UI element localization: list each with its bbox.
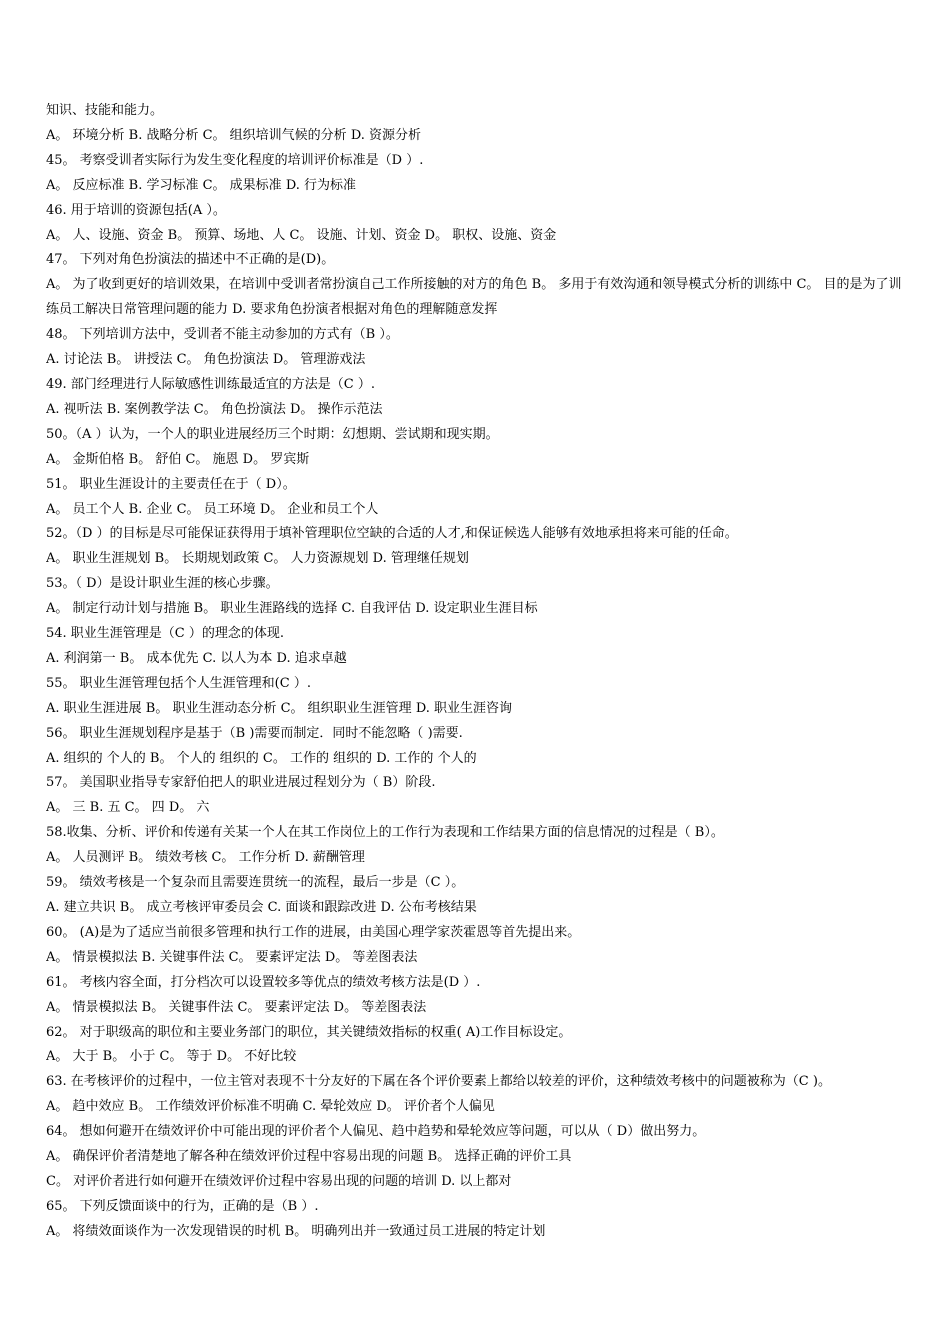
answer-options-60: A。 情景模拟法 B. 关键事件法 C。 要素评定法 D。 等差图表法 <box>46 949 418 965</box>
question-57: 57。 美国职业指导专家舒伯把人的职业进展过程划分为（ B）阶段. <box>46 775 436 791</box>
answer-options-54: A. 利润第一 B。 成本优先 C. 以人为本 D. 追求卓越 <box>46 650 347 666</box>
question-51: 51。 职业生涯设计的主要责任在于（ D）。 <box>46 476 296 492</box>
question-52: 52。（D ）的目标是尽可能保证获得用于填补管理职位空缺的合适的人才,和保证候选人能够有效地承担将来可能的任命。 <box>46 526 738 542</box>
answer-options-52: A。 职业生涯规划 B。 长期规划政策 C。 人力资源规划 D. 管理继任规划 <box>46 551 469 567</box>
answer-options-46: A。 人、设施、资金 B。 预算、场地、人 C。 设施、计划、资金 D。 职权、设施、资金 <box>46 227 557 243</box>
text-line: 知识、技能和能力。 <box>46 103 164 118</box>
question-58: 58.收集、分析、评价和传递有关某一个人在其工作岗位上的工作行为表现和工作结果方面的信息情况的过程是（ B）。 <box>46 825 724 841</box>
answer-options-48: A. 讨论法 B。 讲授法 C。 角色扮演法 D。 管理游戏法 <box>46 352 366 368</box>
question-53: 53。（ D）是设计职业生涯的核心步骤。 <box>46 576 279 592</box>
question-64: 64。 想如何避开在绩效评价中可能出现的评价者个人偏见、趋中趋势和晕轮效应等问题，可以从（ D）做出努力。 <box>46 1124 706 1140</box>
answer-options-62: A。 大于 B。 小于 C。 等于 D。 不好比较 <box>46 1049 297 1065</box>
question-50: 50。（A ）认为，一个人的职业进展经历三个时期：幻想期、尝试期和现实期。 <box>46 426 499 442</box>
question-65: 65。 下列反馈面谈中的行为，正确的是（B ）. <box>46 1198 319 1214</box>
answer-options-50: A。 金斯伯格 B。 舒伯 C。 施恩 D。 罗宾斯 <box>46 451 310 467</box>
answer-options-59: A. 建立共识 B。 成立考核评审委员会 C. 面谈和跟踪改进 D. 公布考核结果 <box>46 900 477 915</box>
question-62: 62。 对于职级高的职位和主要业务部门的职位，其关键绩效指标的权重( A)工作目标设定。 <box>46 1024 572 1040</box>
answer-options-53: A。 制定行动计划与措施 B。 职业生涯路线的选择 C. 自我评估 D. 设定职业生涯目标 <box>46 601 538 617</box>
question-59: 59。 绩效考核是一个复杂而且需要连贯统一的流程，最后一步是（C ）。 <box>46 875 465 891</box>
question-63: 63. 在考核评价的过程中，一位主管对表现不十分友好的下属在各个评价要素上都给以较差的评价，这种绩效考核中的问题被称为（C )。 <box>46 1074 831 1090</box>
answer-options-line: A。 环境分析 B. 战略分析 C。 组织培训气候的分析 D. 资源分析 <box>46 127 422 143</box>
question-48: 48。 下列培训方法中，受训者不能主动参加的方式有（B ）。 <box>46 327 399 343</box>
answer-options-55: A. 职业生涯进展 B。 职业生涯动态分析 C。 组织职业生涯管理 D. 职业生涯咨询 <box>46 700 513 716</box>
question-61: 61。 考核内容全面，打分档次可以设置较多等优点的绩效考核方法是(D ）. <box>46 974 481 990</box>
answer-options-57: A。 三 B. 五 C。 四 D。 六 <box>46 800 210 816</box>
question-60: 60。 (A)是为了适应当前很多管理和执行工作的进展，由美国心理学家茨霍恩等首先提出来。 <box>46 924 581 940</box>
answer-options-49: A. 视听法 B. 案例教学法 C。 角色扮演法 D。 操作示范法 <box>46 401 383 417</box>
answer-options-45: A。 反应标准 B. 学习标准 C。 成果标准 D. 行为标准 <box>46 177 357 193</box>
question-55: 55。 职业生涯管理包括个人生涯管理和(C ）. <box>46 675 311 691</box>
answer-options-56: A. 组织的 个人的 B。 个人的 组织的 C。 工作的 组织的 D. 工作的 个人的 <box>46 750 477 766</box>
answer-options-64-a-b: A。 确保评价者清楚地了解各种在绩效评价过程中容易出现的问题 B。 选择正确的评价工具 <box>46 1149 572 1165</box>
question-49: 49. 部门经理进行人际敏感性训练最适宜的方法是（C ）. <box>46 376 376 392</box>
question-45: 45。 考察受训者实际行为发生变化程度的培训评价标准是（D ）. <box>46 152 424 168</box>
answer-options-63: A。 趋中效应 B。 工作绩效评价标准不明确 C. 晕轮效应 D。 评价者个人偏见 <box>46 1099 495 1115</box>
answer-options-47: A。 为了收到更好的培训效果，在培训中受训者常扮演自己工作所接触的对方的角色 B。 多用于有效沟通和领导模式分析的训练中 C。 目的是为了训练员工解决日常管理问题的能力 D. 要求角色扮演者根据对角色的理解随意发挥 <box>46 277 902 318</box>
document-body <box>46 99 908 1245</box>
question-46: 46. 用于培训的资源包括(A ）。 <box>46 202 226 218</box>
answer-options-51: A。 员工个人 B. 企业 C。 员工环境 D。 企业和员工个人 <box>46 501 379 517</box>
answer-options-61: A。 情景模拟法 B。 关键事件法 C。 要素评定法 D。 等差图表法 <box>46 999 427 1015</box>
question-56: 56。 职业生涯规划程序是基于（B )需要而制定．同时不能忽略（ )需要. <box>46 725 463 741</box>
answer-options-64-c-d: C。 对评价者进行如何避开在绩效评价过程中容易出现的问题的培训 D. 以上都对 <box>46 1173 512 1189</box>
question-47: 47。 下列对角色扮演法的描述中不正确的是(D)。 <box>46 252 335 268</box>
question-54: 54. 职业生涯管理是（C ）的理念的体现. <box>46 626 285 642</box>
answer-options-58: A。 人员测评 B。 绩效考核 C。 工作分析 D. 薪酬管理 <box>46 850 365 866</box>
answer-options-65: A。 将绩效面谈作为一次发现错误的时机 B。 明确列出并一致通过员工进展的特定计划 <box>46 1223 546 1239</box>
